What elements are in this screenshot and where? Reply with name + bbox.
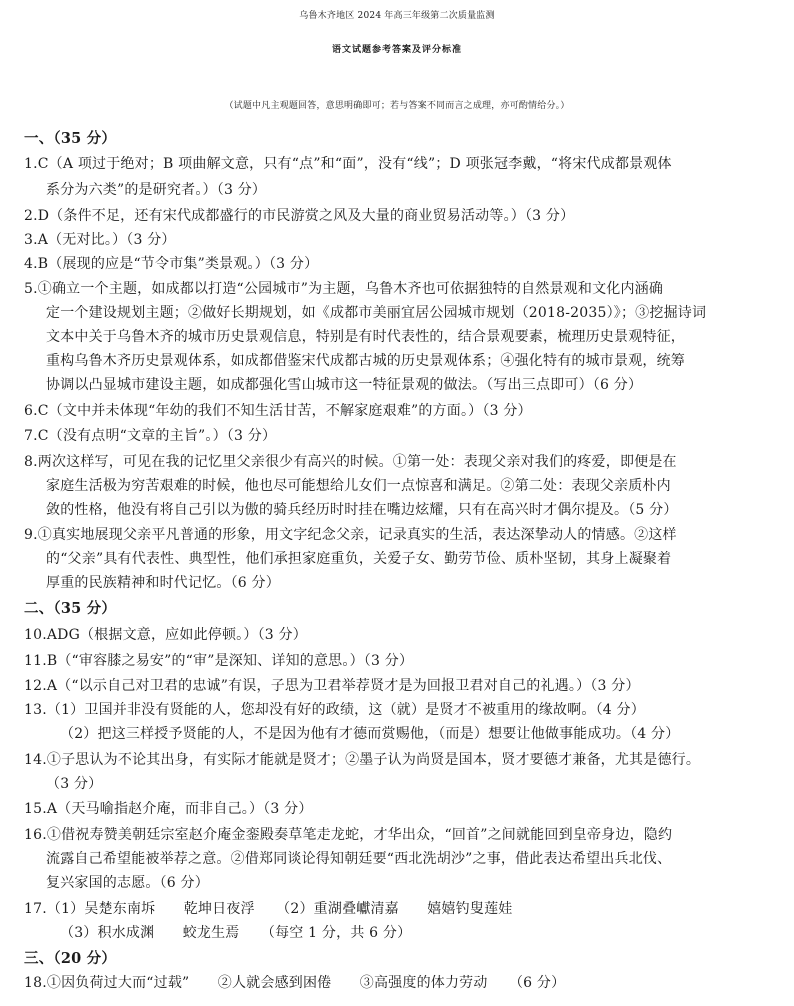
- answer-line: 12.A（“以示自己对卫君的忠诚”有误，子思为卫君举荐贤才是为回报卫君对自己的礼遇。）（3 分）: [24, 678, 640, 694]
- answer-line: 4.B（展现的应是“节令市集”类景观。）（3 分）: [24, 256, 319, 272]
- answer-line: 14.①子思认为不论其出身，有实际才能就是贤才；②墨子认为尚贤是国本，贤才要德才兼备，尤其是德行。: [24, 752, 701, 768]
- answer-line: 敛的性格，他没有将自己引以为傲的骑兵经历时时挂在嘴边炫耀，只有在高兴时才偶尔提及。（5 分）: [46, 502, 678, 518]
- answer-line: （3）积水成渊 蛟龙生焉 （每空 1 分，共 6 分）: [60, 925, 412, 941]
- answer-line: 厚重的民族精神和时代记忆。（6 分）: [46, 575, 280, 591]
- answer-line: 文本中关于乌鲁木齐的城市历史景观信息，特别是有时代表性的，结合景观要素，梳理历史景观特征，: [46, 329, 685, 345]
- answer-line: 系分为六类”的是研究者。）（3 分）: [46, 182, 267, 198]
- answer-line: 复兴家国的志愿。（6 分）: [46, 875, 209, 891]
- answer-line: 13.（1）卫国并非没有贤能的人，您却没有好的政绩，这（就）是贤才不被重用的缘故啊。（4 分）: [24, 702, 645, 718]
- answer-line: 家庭生活极为穷苦艰难的时候，他也尽可能想给儿女们一点惊喜和满足。②第二处：表现父亲质朴内: [46, 478, 671, 494]
- answer-line: 10.ADG（根据文意，应如此停顿。）（3 分）: [24, 627, 307, 643]
- answer-line: 的“父亲”具有代表性、典型性，他们承担家庭重负，关爱子女、勤劳节俭、质朴坚韧，其身上凝聚着: [46, 551, 672, 567]
- answer-line: 17.（1）吴楚东南坼 乾坤日夜浮 （2）重湖叠巘清嘉 嬉嬉钓叟莲娃: [24, 901, 513, 917]
- answer-line: 流露自己希望能被举荐之意。②借郑同谈论得知朝廷要“西北洗胡沙”之事，借此表达希望出兵北伐、: [46, 851, 672, 867]
- answer-line: 7.C（没有点明“文章的主旨”。）（3 分）: [24, 428, 277, 444]
- answer-line: 11.B（“审容膝之易安”的“审”是深知、详知的意思。）（3 分）: [24, 653, 414, 669]
- answer-line: 8.两次这样写，可见在我的记忆里父亲很少有高兴的时候。①第一处：表现父亲对我们的疼爱，即便是在: [24, 454, 677, 470]
- answer-line: 协调以凸显城市建设主题，如成都强化雪山城市这一特征景观的做法。（写出三点即可）（6 分）: [46, 377, 643, 393]
- answer-line: （2）把这三样授予贤能的人，不是因为他有才德而赏赐他，（而是）想要让他做事能成功。（4 分）: [60, 726, 680, 742]
- answer-line: 5.①确立一个主题，如成都以打造“公园城市”为主题，乌鲁木齐也可依据独特的自然景观和文化内涵确: [24, 281, 664, 297]
- answer-line: 2.D（条件不足，还有宋代成都盛行的市民游赏之风及大量的商业贸易活动等。）（3 分）: [24, 208, 575, 224]
- answer-line: 9.①真实地展现父亲平凡普通的形象，用文字纪念父亲，记录真实的生活，表达深挚动人的情感。②这样: [24, 527, 677, 543]
- answer-line: （3 分）: [46, 776, 103, 792]
- answer-line: 18.①因负荷过大而“过载” ②人就会感到困倦 ③高强度的体力劳动 （6 分）: [24, 975, 566, 991]
- answer-line: 6.C（文中并未体现“年幼的我们不知生活甘苦，不解家庭艰难”的方面。）（3 分）: [24, 403, 532, 419]
- section-heading: 三、（20 分）: [24, 950, 117, 967]
- section-heading: 一、（35 分）: [24, 130, 117, 147]
- section-heading: 二、（35 分）: [24, 600, 117, 617]
- answer-line: 1.C（A 项过于绝对；B 项曲解文意，只有“点”和“面”，没有“线”；D 项张冠李戴，“将宋代成都景观体: [24, 156, 672, 172]
- exam-title: 乌鲁木齐地区 2024 年高三年级第二次质量监测: [299, 11, 495, 21]
- answer-line: 15.A（天马喻指赵介庵，而非自己。）（3 分）: [24, 801, 313, 817]
- answer-line: 16.①借祝寿赞美朝廷宗室赵介庵金銮殿奏草笔走龙蛇，才华出众，“回首”之间就能回到皇帝身边，隐约: [24, 827, 673, 843]
- answer-line: 重构乌鲁木齐历史景观体系，如成都借鉴宋代成都古城的历史景观体系；④强化特有的城市景观，统筹: [46, 353, 685, 369]
- answer-line: 3.A（无对比。）（3 分）: [24, 232, 176, 248]
- scoring-note: （试题中凡主观题回答，意思明确即可；若与答案不同而言之成理，亦可酌情给分。）: [224, 101, 570, 111]
- answer-line: 定一个建设规划主题；②做好长期规划，如《成都市美丽宜居公园城市规划（2018-2035）》；③挖掘诗词: [46, 305, 707, 321]
- page-title: 语文试题参考答案及评分标准: [331, 45, 462, 55]
